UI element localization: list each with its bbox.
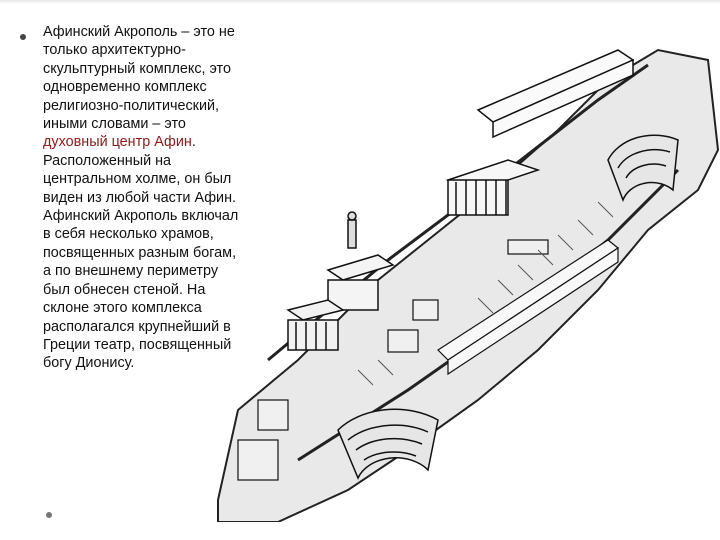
bullet-icon [20, 34, 26, 40]
text-part-2: . Расположенный на центральном холме, он был виден из любой части Афин. Афинский Акрополь включал в себя несколько храмов, посвященных разным богам, а по внешнему периметру был обнесен стеной. На склоне этого комплекса располагался крупнейший в Греции театр, посвященный богу Дионису. [43, 134, 239, 372]
bottom-dot-icon [46, 512, 52, 518]
propylaea [288, 300, 343, 350]
text-part-1: Афинский Акрополь – это не только архитектурно-скульптурный комплекс, это одновременно комплекс религиозно-политический, иными словами – это [43, 24, 235, 133]
acropolis-drawing [178, 30, 720, 522]
theatre-of-dionysus [338, 409, 438, 478]
text-highlight: духовный центр Афин [43, 134, 192, 151]
slide-top-border [0, 0, 720, 4]
athena-statue [348, 212, 356, 248]
bullet-text [43, 23, 248, 373]
hill-shape [218, 50, 718, 522]
acropolis-illustration [178, 30, 720, 522]
